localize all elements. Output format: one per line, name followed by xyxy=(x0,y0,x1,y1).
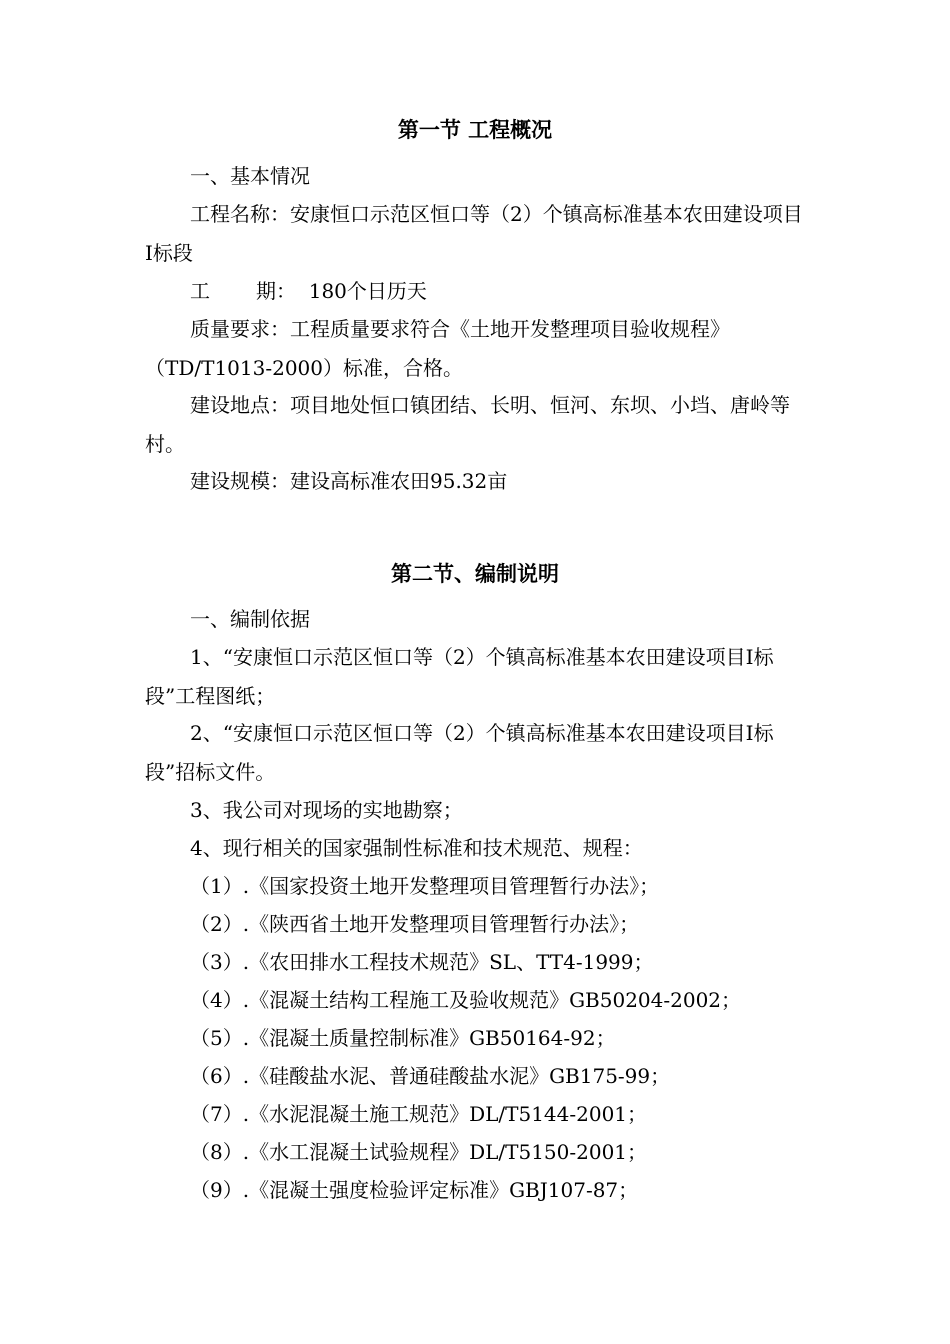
basis-item-1: 1、“安康恒口示范区恒口等（2）个镇高标准基本农田建设项目Ⅰ标段”工程图纸； xyxy=(145,645,774,708)
standard-item: （4）.《混凝土结构工程施工及验收规范》GB50204-2002； xyxy=(190,988,742,1012)
section1-subheading: 一、基本情况 xyxy=(190,164,310,188)
duration-label-part2: 期： xyxy=(256,279,296,303)
standard-item: （2）.《陕西省土地开发整理项目管理暂行办法》； xyxy=(190,912,640,936)
basis-item-4: 4、现行相关的国家强制性标准和技术规范、规程： xyxy=(190,836,643,860)
section1-title: 第一节 工程概况 xyxy=(397,118,553,142)
standard-item: （7）.《水泥混凝土施工规范》DL/T5144-2001； xyxy=(190,1102,648,1126)
standard-item: （9）.《混凝土强度检验评定标准》GBJ107-87； xyxy=(190,1178,639,1202)
duration-label-part1: 工 xyxy=(190,279,210,303)
quality-paragraph: 质量要求：工程质量要求符合《土地开发整理项目验收规程》（TD/T1013-2000）标准，合格。 xyxy=(145,317,730,380)
project-name-paragraph: 工程名称：安康恒口示范区恒口等（2）个镇高标准基本农田建设项目Ⅰ标段 xyxy=(145,202,803,265)
section2-subheading: 一、编制依据 xyxy=(190,607,310,631)
section2-title: 第二节、编制说明 xyxy=(391,562,559,586)
basis-item-2: 2、“安康恒口示范区恒口等（2）个镇高标准基本农田建设项目Ⅰ标段”招标文件。 xyxy=(145,721,774,784)
standard-item: （6）.《硅酸盐水泥、普通硅酸盐水泥》GB175-99； xyxy=(190,1064,671,1088)
standard-item: （5）.《混凝土质量控制标准》GB50164-92； xyxy=(190,1026,616,1050)
standard-item: （8）.《水工混凝土试验规程》DL/T5150-2001； xyxy=(190,1140,648,1164)
duration-line xyxy=(190,276,427,306)
standard-item: （3）.《农田排水工程技术规范》SL、TT4-1999； xyxy=(190,950,654,974)
scale-line: 建设规模：建设高标准农田95.32亩 xyxy=(190,469,508,493)
duration-value: 180个日历天 xyxy=(308,279,427,303)
standard-item: （1）.《国家投资土地开发整理项目管理暂行办法》； xyxy=(190,874,660,898)
basis-item-3: 3、我公司对现场的实地勘察； xyxy=(190,798,463,822)
location-paragraph: 建设地点：项目地处恒口镇团结、长明、恒河、东坝、小垱、唐岭等村。 xyxy=(145,393,790,456)
